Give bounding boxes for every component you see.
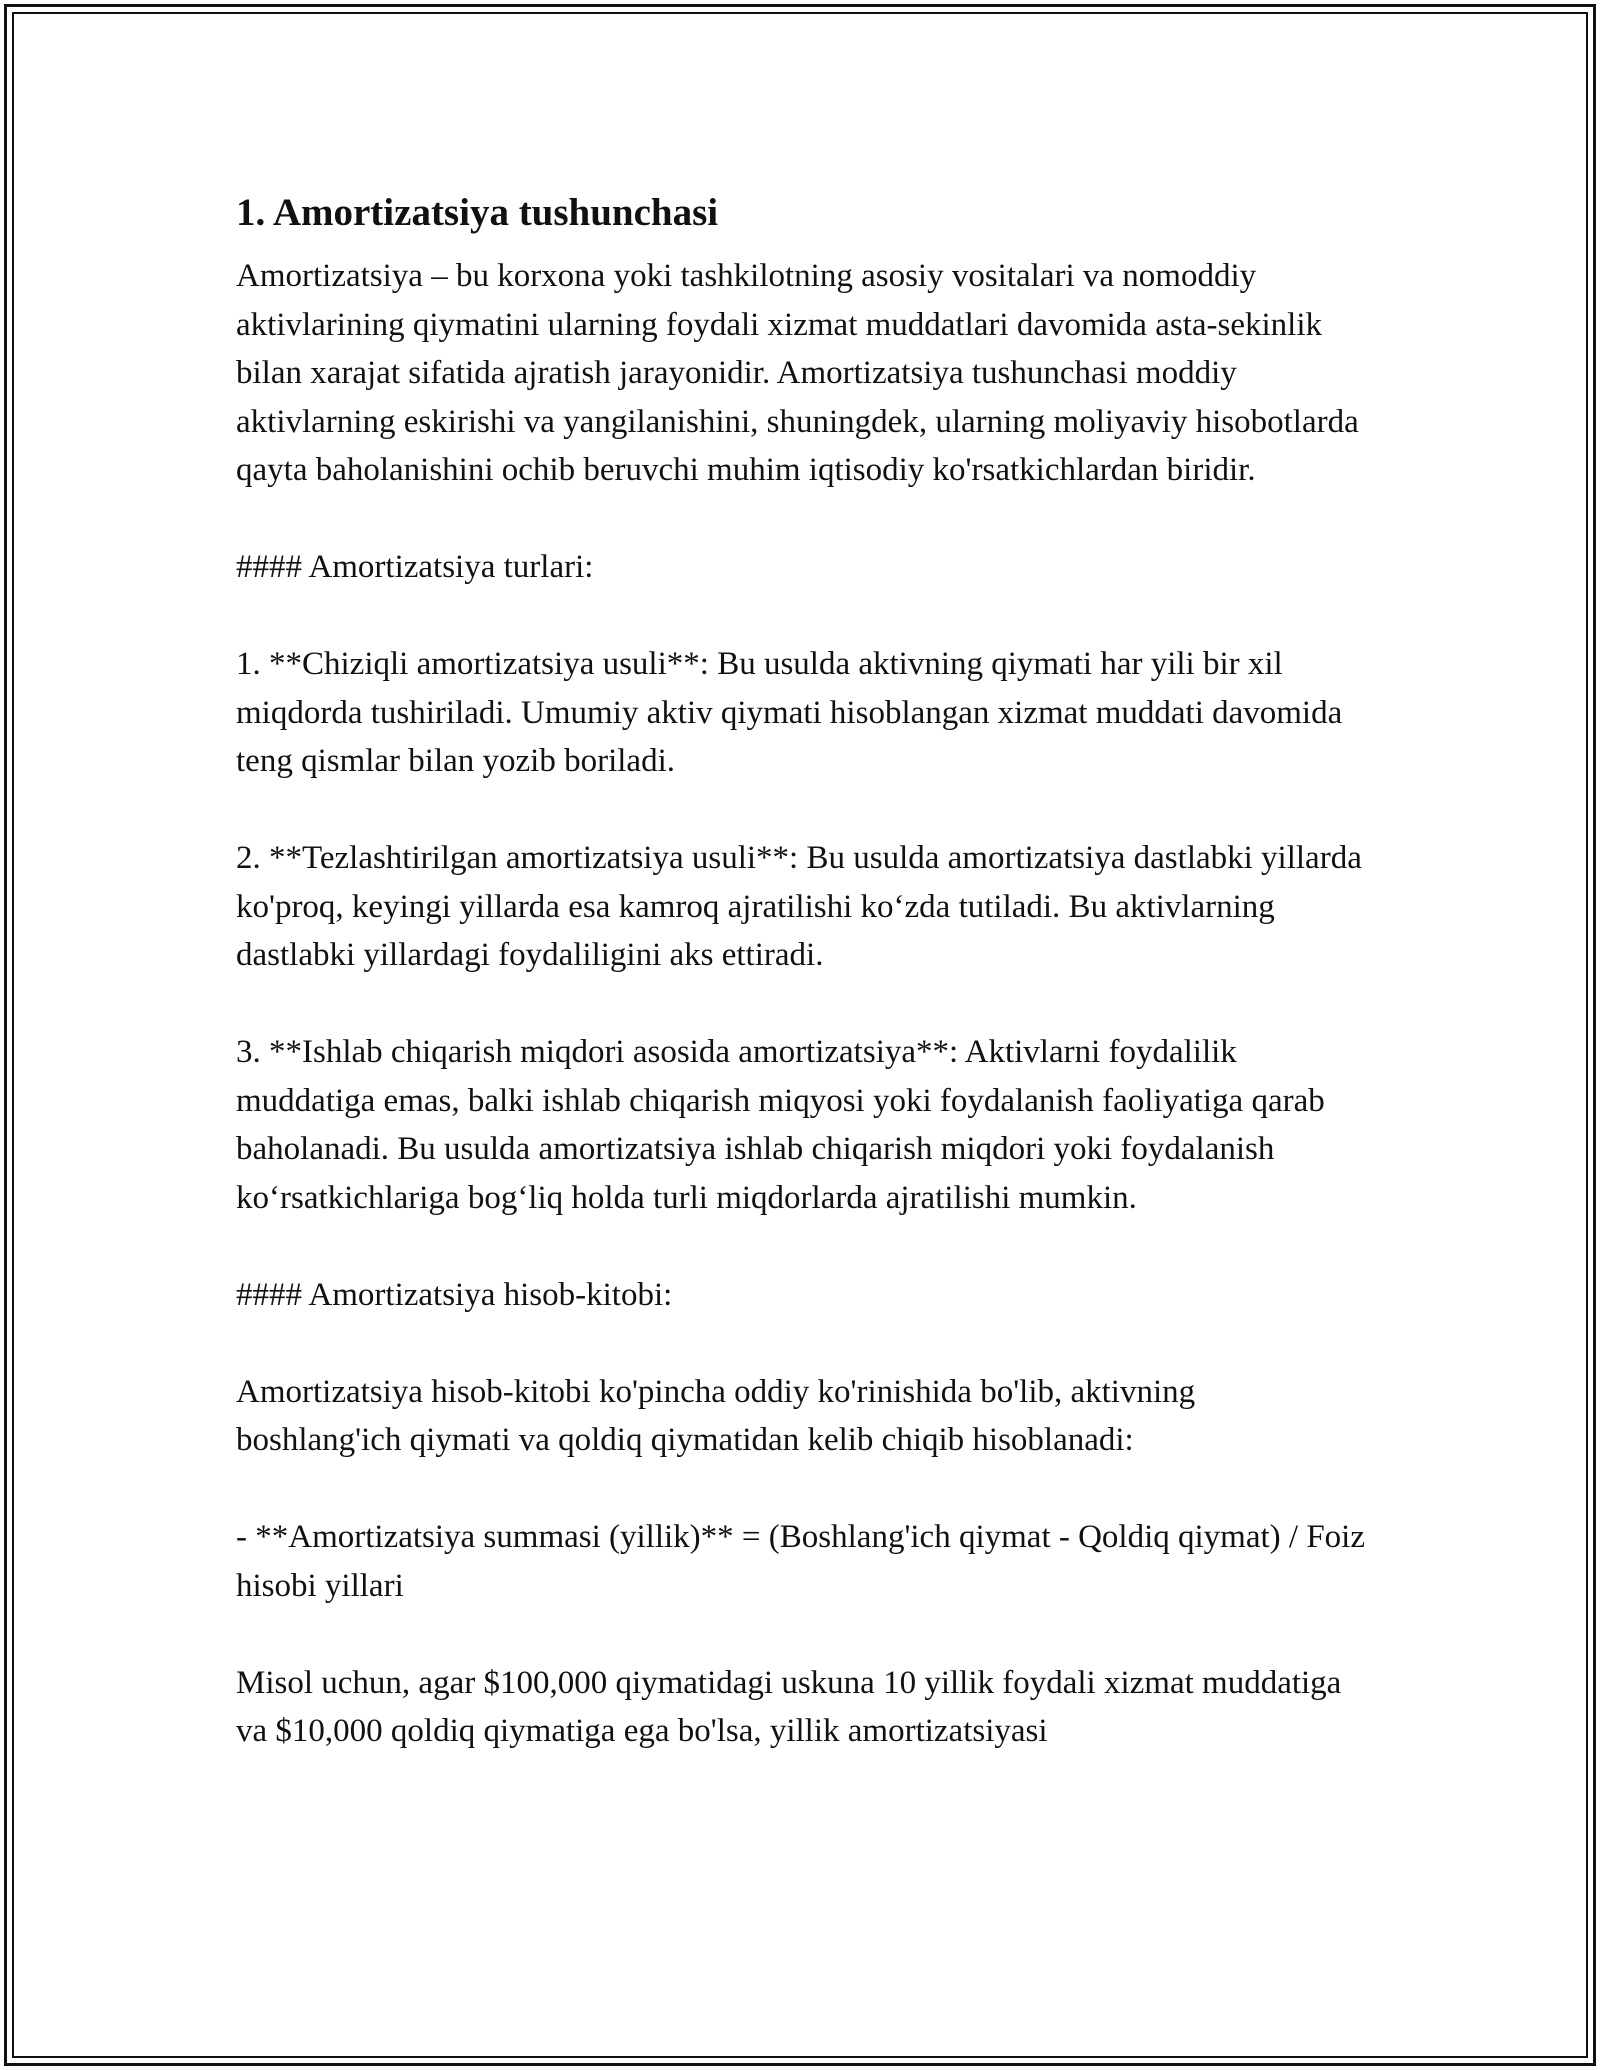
- subheading-calculation: #### Amortizatsiya hisob-kitobi:: [236, 1276, 673, 1313]
- list-item-straight-line: 1. **Chiziqli amortizatsiya usuli**: Bu usulda aktivning qiymati har yili bir xil miqdorda tushiriladi. Umumiy aktiv qiymati hisoblangan xizmat muddati davomida teng qismlar bilan yozib boriladi.: [236, 646, 1343, 779]
- document-body: [236, 188, 1366, 1756]
- example-paragraph: Misol uchun, agar $100,000 qiymatidagi uskuna 10 yillik foydali xizmat muddatiga va $10,000 qoldiq qiymatiga ega bo'lsa, yillik amortizatsiyasi: [236, 1664, 1342, 1749]
- formula-line: - **Amortizatsiya summasi (yillik)** = (Boshlang'ich qiymat - Qoldiq qiymat) / Foiz hisobi yillari: [236, 1519, 1365, 1604]
- calculation-paragraph: Amortizatsiya hisob-kitobi ko'pincha oddiy ko'rinishida bo'lib, aktivning boshlang'ich qiymati va qoldiq qiymatidan kelib chiqib hisoblanadi:: [236, 1373, 1196, 1458]
- section-heading: 1. Amortizatsiya tushunchasi: [236, 191, 719, 234]
- intro-paragraph: Amortizatsiya – bu korxona yoki tashkilotning asosiy vositalari va nomoddiy aktivlarining qiymatini ularning foydali xizmat muddatlari davomida asta-sekinlik bilan xarajat sifatida ajratish jarayonidir. Amortizatsiya tushunchasi moddiy aktivlarning eskirishi va yangilanishini, shuningdek, ularning moliyaviy hisobotlarda qayta baholanishini ochib beruvchi muhim iqtisodiy ko'rsatkichlardan biridir.: [236, 258, 1359, 488]
- list-item-units-of-production: 3. **Ishlab chiqarish miqdori asosida amortizatsiya**: Aktivlarni foydalilik muddatiga emas, balki ishlab chiqarish miqyosi yoki foydalanish faoliyatiga qarab baholanadi. Bu usulda amortizatsiya ishlab chiqarish miqdori yoki foydalanish ko‘rsatkichlariga bog‘liq holda turli miqdorlarda ajratilishi mumkin.: [236, 1034, 1325, 1216]
- subheading-types: #### Amortizatsiya turlari:: [236, 549, 594, 585]
- list-item-accelerated: 2. **Tezlashtirilgan amortizatsiya usuli**: Bu usulda amortizatsiya dastlabki yillarda ko'proq, keyingi yillarda esa kamroq ajratilishi ko‘zda tutiladi. Bu aktivlarning dastlabki yillardagi foydaliligini aks ettiradi.: [236, 840, 1362, 973]
